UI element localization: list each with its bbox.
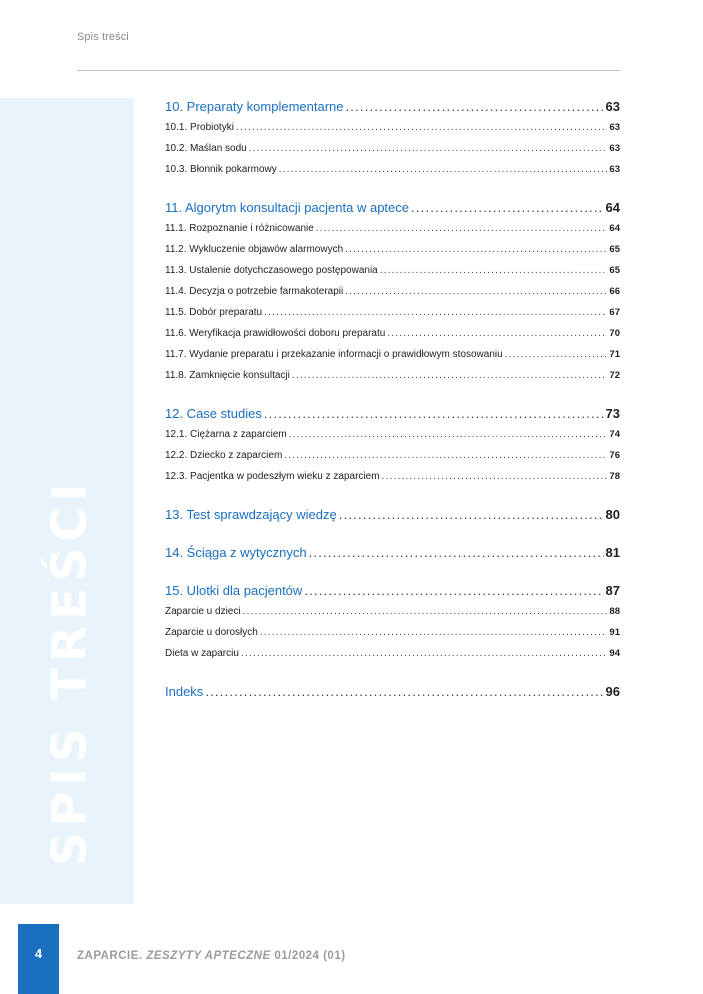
- toc-leader: [411, 197, 604, 218]
- toc-item-title: 11.8. Zamknięcie konsultacji: [165, 370, 290, 381]
- toc-leader: [249, 138, 608, 159]
- toc-item-page: 91: [609, 627, 620, 638]
- toc-item-title: Zaparcie u dzieci: [165, 606, 241, 617]
- toc-section-page: 96: [605, 684, 620, 699]
- toc-leader: [284, 445, 607, 466]
- toc-item-title: 11.6. Weryfikacja prawidłowości doboru preparatu: [165, 328, 386, 339]
- toc-leader: [345, 96, 603, 117]
- toc-leader: [289, 424, 608, 445]
- toc-item[interactable]: [165, 601, 620, 622]
- toc-leader: [241, 643, 608, 664]
- toc-item-page: 67: [609, 307, 620, 318]
- toc-leader: [304, 580, 603, 601]
- toc-leader: [387, 323, 607, 344]
- running-head: Spis treści: [77, 31, 129, 43]
- toc-item-title: 12.2. Dziecko z zaparciem: [165, 450, 283, 461]
- toc-leader: [205, 681, 603, 702]
- toc-leader: [382, 466, 608, 487]
- toc-item[interactable]: [165, 424, 620, 445]
- toc-section-title: 10. Preparaty komplementarne: [165, 99, 344, 114]
- toc-item[interactable]: [165, 466, 620, 487]
- toc-item-title: Zaparcie u dorosłych: [165, 627, 258, 638]
- toc-item[interactable]: [165, 117, 620, 138]
- toc-item[interactable]: [165, 239, 620, 260]
- toc-section-page: 87: [605, 583, 620, 598]
- toc-item[interactable]: [165, 281, 620, 302]
- toc-section-page: 63: [605, 99, 620, 114]
- side-title: SPIS TREŚCI: [42, 477, 98, 867]
- toc-leader: [264, 302, 607, 323]
- footer-issue: 01/2024 (01): [274, 950, 346, 962]
- toc-section-page: 81: [605, 545, 620, 560]
- toc-item-page: 66: [609, 286, 620, 297]
- toc-section-title: 11. Algorytm konsultacji pacjenta w aptece: [165, 200, 410, 215]
- table-of-contents: [165, 96, 620, 702]
- toc-leader: [505, 344, 608, 365]
- toc-item[interactable]: [165, 138, 620, 159]
- toc-leader: [279, 159, 608, 180]
- toc-section-title: Indeks: [165, 684, 204, 699]
- toc-leader: [292, 365, 608, 386]
- toc-item[interactable]: [165, 344, 620, 365]
- toc-item-page: 63: [609, 143, 620, 154]
- toc-item-page: 65: [609, 265, 620, 276]
- toc-item-title: 12.3. Pacjentka w podeszłym wieku z zaparciem: [165, 471, 380, 482]
- toc-section-page: 80: [605, 507, 620, 522]
- toc-section[interactable]: [165, 96, 620, 117]
- toc-leader: [339, 504, 604, 525]
- toc-item-page: 64: [609, 223, 620, 234]
- toc-section[interactable]: [165, 681, 620, 702]
- toc-leader: [264, 403, 604, 424]
- toc-leader: [345, 239, 607, 260]
- toc-item-title: 10.3. Błonnik pokarmowy: [165, 164, 277, 175]
- toc-section[interactable]: [165, 542, 620, 563]
- toc-item-page: 76: [609, 450, 620, 461]
- toc-item-page: 88: [609, 606, 620, 617]
- toc-section-title: 13. Test sprawdzający wiedzę: [165, 507, 337, 522]
- toc-item-page: 71: [609, 349, 620, 360]
- toc-section-title: 12. Case studies: [165, 406, 262, 421]
- toc-leader: [260, 622, 608, 643]
- toc-section[interactable]: [165, 504, 620, 525]
- toc-section[interactable]: [165, 403, 620, 424]
- footer: [77, 950, 346, 962]
- toc-item-page: 63: [609, 122, 620, 133]
- toc-section-title: 15. Ulotki dla pacjentów: [165, 583, 303, 598]
- toc-item-title: 11.2. Wykluczenie objawów alarmowych: [165, 244, 344, 255]
- toc-item-page: 70: [609, 328, 620, 339]
- toc-leader: [309, 542, 604, 563]
- toc-item-page: 94: [609, 648, 620, 659]
- header-divider: [77, 70, 620, 71]
- toc-item-title: 11.1. Rozpoznanie i różnicowanie: [165, 223, 314, 234]
- toc-section-page: 64: [605, 200, 620, 215]
- toc-item-page: 72: [609, 370, 620, 381]
- toc-item-page: 78: [609, 471, 620, 482]
- toc-leader: [243, 601, 608, 622]
- toc-item[interactable]: [165, 323, 620, 344]
- toc-leader: [316, 218, 608, 239]
- toc-item-title: 12.1. Ciężarna z zaparciem: [165, 429, 287, 440]
- toc-item-title: 10.2. Maślan sodu: [165, 143, 247, 154]
- page-number: 4: [18, 924, 59, 994]
- toc-item-page: 65: [609, 244, 620, 255]
- toc-item[interactable]: [165, 218, 620, 239]
- footer-title: ZAPARCIE.: [77, 950, 143, 962]
- toc-leader: [380, 260, 608, 281]
- toc-section-title: 14. Ściąga z wytycznych: [165, 545, 307, 560]
- toc-leader: [236, 117, 607, 138]
- toc-item[interactable]: [165, 302, 620, 323]
- toc-leader: [345, 281, 607, 302]
- toc-item[interactable]: [165, 622, 620, 643]
- toc-item-title: 11.3. Ustalenie dotychczasowego postępowania: [165, 265, 378, 276]
- toc-item-title: 11.7. Wydanie preparatu i przekazanie informacji o prawidłowym stosowaniu: [165, 349, 503, 360]
- toc-item[interactable]: [165, 643, 620, 664]
- toc-item[interactable]: [165, 260, 620, 281]
- toc-section[interactable]: [165, 580, 620, 601]
- toc-item-page: 63: [609, 164, 620, 175]
- toc-item-page: 74: [609, 429, 620, 440]
- toc-item-title: 11.5. Dobór preparatu: [165, 307, 263, 318]
- toc-item-title: Dieta w zaparciu: [165, 648, 239, 659]
- footer-series: ZESZYTY APTECZNE: [146, 950, 271, 962]
- toc-section-page: 73: [605, 406, 620, 421]
- toc-item[interactable]: [165, 159, 620, 180]
- toc-item-title: 11.4. Decyzja o potrzebie farmakoterapii: [165, 286, 344, 297]
- toc-item-title: 10.1. Probiotyki: [165, 122, 234, 133]
- toc-item[interactable]: [165, 445, 620, 466]
- toc-section[interactable]: [165, 197, 620, 218]
- toc-item[interactable]: [165, 365, 620, 386]
